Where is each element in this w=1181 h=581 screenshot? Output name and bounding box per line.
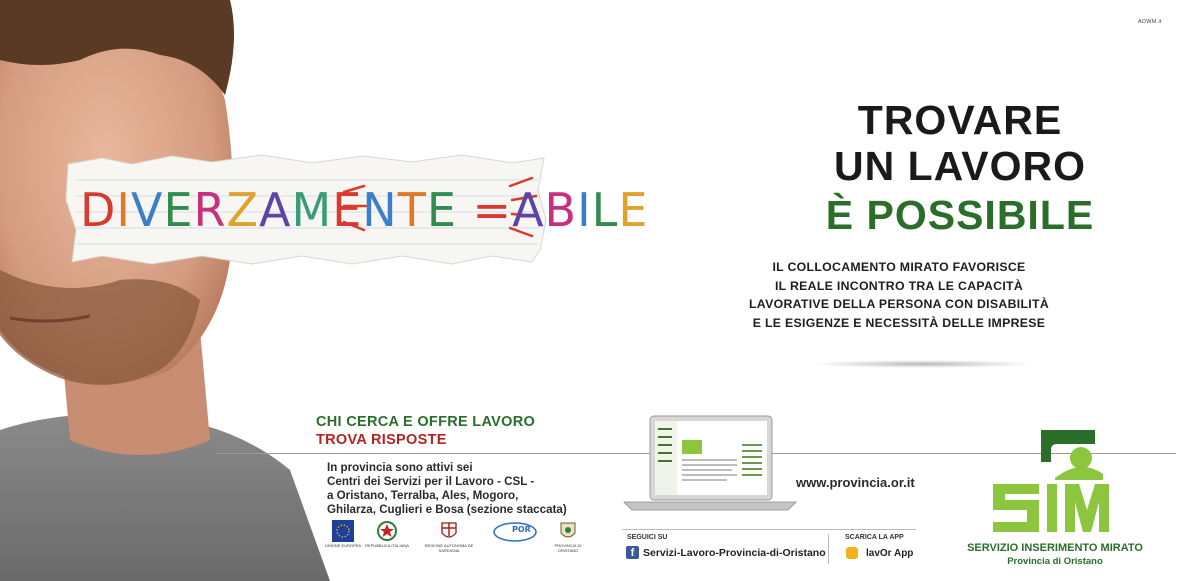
- sim-title: SERVIZIO INSERIMENTO MIRATO: [967, 542, 1143, 554]
- laptop-illustration: [620, 414, 800, 514]
- diversamente-abile-text: [80, 170, 649, 250]
- promo-line-1: CHI CERCA E OFFRE LAVORO: [316, 414, 536, 430]
- app-label: SCARICA LA APP: [845, 534, 904, 541]
- app-name-link[interactable]: lavOr App: [866, 548, 914, 559]
- paper-letter: A: [259, 183, 292, 237]
- por-logo: [492, 520, 538, 542]
- sim-logo: [985, 428, 1125, 540]
- info-line: In provincia sono attivi sei: [327, 461, 473, 474]
- body-line: IL REALE INCONTRO TRA LE CAPACITÀ: [774, 278, 1024, 293]
- paper-letter: I: [116, 183, 131, 237]
- paper-letter: N: [362, 183, 398, 237]
- provincia-caption: PROVINCIA DI ORISTANO: [554, 543, 582, 553]
- body-paragraph: [745, 258, 1053, 332]
- social-separator: [828, 534, 829, 564]
- body-line: LAVORATIVE DELLA PERSONA CON DISABILITÀ: [749, 297, 1049, 312]
- body-line: E LE ESIGENZE E NECESSITÀ DELLE IMPRESE: [752, 315, 1046, 330]
- paper-letter: M: [291, 183, 333, 237]
- info-line: Ghilarza, Cuglieri e Bosa (sezione staccata): [327, 503, 567, 516]
- shadow-decoration: [810, 360, 1035, 368]
- agency-credit: ADWM.it: [1138, 19, 1162, 25]
- paper-letter: L: [591, 183, 619, 237]
- paper-letter: A: [512, 183, 545, 237]
- app-icon[interactable]: [846, 547, 858, 559]
- facebook-icon[interactable]: f: [626, 546, 639, 559]
- paper-letter: E: [332, 183, 363, 237]
- social-divider: [622, 529, 916, 530]
- por-logo-text: POR: [512, 525, 531, 534]
- paper-letter: E: [163, 183, 194, 237]
- info-line: a Oristano, Terralba, Ales, Mogoro,: [327, 489, 519, 502]
- italy-caption: REPUBBLICA ITALIANA: [365, 543, 409, 548]
- sardegna-logo: [438, 520, 460, 542]
- paper-letter: R: [193, 183, 227, 237]
- headline-line-1: TROVARE: [857, 97, 1063, 143]
- seguici-label: SEGUICI SU: [627, 534, 668, 541]
- paper-letter: Z: [226, 183, 260, 237]
- paper-letter: =: [472, 183, 513, 237]
- body-line: IL COLLOCAMENTO MIRATO FAVORISCE: [772, 260, 1026, 274]
- headline-line-3: È POSSIBILE: [825, 192, 1095, 238]
- website-url[interactable]: www.provincia.or.it: [796, 475, 915, 490]
- headline-line-2: UN LAVORO: [834, 143, 1086, 189]
- paper-letter: I: [577, 183, 592, 237]
- info-paragraph: [327, 461, 597, 517]
- paper-letter: E: [426, 183, 457, 237]
- paper-letter: B: [544, 183, 578, 237]
- sim-subtitle: Provincia di Oristano: [1007, 556, 1103, 567]
- paper-letter: V: [131, 183, 164, 237]
- provincia-logo: [558, 520, 578, 542]
- italy-emblem-logo: [376, 520, 398, 542]
- paper-letter: E: [618, 183, 649, 237]
- eu-flag-logo: [332, 520, 354, 542]
- promo-line-2: TROVA RISPOSTE: [316, 432, 447, 448]
- paper-letter: T: [397, 183, 427, 237]
- facebook-page-link[interactable]: Servizi-Lavoro-Provincia-di-Oristano: [643, 547, 826, 559]
- paper-letter: D: [80, 183, 117, 237]
- man-photo: [0, 0, 330, 581]
- eu-caption: UNIONE EUROPEA: [324, 543, 362, 548]
- sardegna-caption: REGIONE AUTONOMA DE SARDIGNA: [424, 543, 474, 553]
- paper-letter: [457, 170, 473, 250]
- info-line: Centri dei Servizi per il Lavoro - CSL -: [327, 475, 535, 488]
